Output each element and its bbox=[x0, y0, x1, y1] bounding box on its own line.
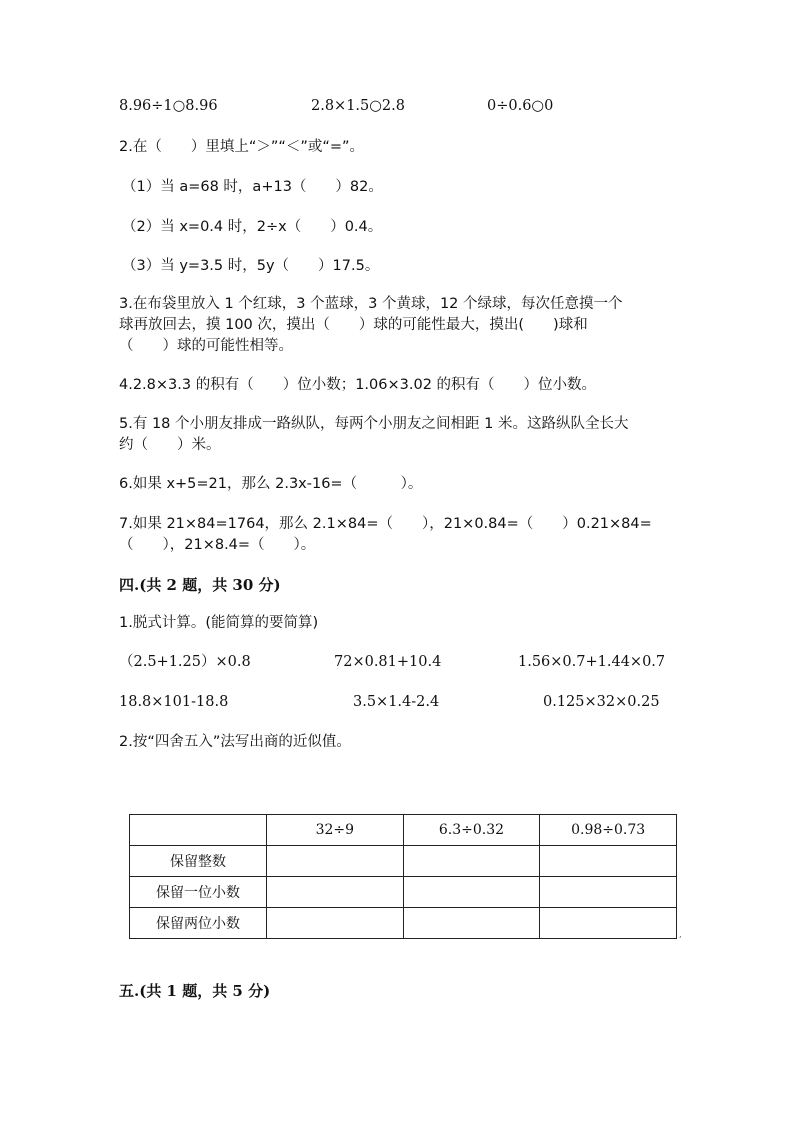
q3-line-1: 3.在布袋里放入 1 个红球，3 个蓝球，3 个黄球，12 个绿球，每次任意摸一个 bbox=[119, 296, 623, 312]
answer-cell[interactable] bbox=[540, 877, 677, 908]
table-row bbox=[130, 877, 677, 908]
table-header-cell: 0.98÷0.73 bbox=[540, 815, 677, 846]
q4-text: 4.2.8×3.3 的积有（ ）位小数；1.06×3.02 的积有（ ）位小数。 bbox=[119, 377, 597, 393]
q2-item-1: （1）当 a=68 时，a+13（ ）82。 bbox=[122, 179, 383, 195]
table-header-cell: 32÷9 bbox=[267, 815, 404, 846]
table-row-label: 保留整数 bbox=[130, 846, 267, 877]
answer-cell[interactable] bbox=[267, 846, 404, 877]
table-row bbox=[130, 908, 677, 939]
table-header-row bbox=[130, 815, 677, 846]
q5-line-1: 5.有 18 个小朋友排成一路纵队，每两个小朋友之间相距 1 米。这路纵队全长大 bbox=[119, 416, 629, 432]
q2-title: 2.在（ ）里填上“＞”“＜”或“=”。 bbox=[119, 139, 365, 155]
section-4-heading: 四.(共 2 题，共 30 分) bbox=[119, 576, 281, 594]
table-header-corner bbox=[130, 815, 267, 846]
answer-cell[interactable] bbox=[540, 846, 677, 877]
compare-expr-2: 2.8×1.5○2.8 bbox=[311, 98, 405, 114]
section-5-heading: 五.(共 1 题，共 5 分) bbox=[119, 982, 271, 1000]
calc-expr-5: 3.5×1.4-2.4 bbox=[353, 694, 440, 710]
approximation-table bbox=[129, 814, 677, 939]
table-end-mark: , bbox=[679, 930, 682, 939]
q2-item-2: （2）当 x=0.4 时，2÷x（ ）0.4。 bbox=[122, 219, 383, 235]
calc-expr-4: 18.8×101-18.8 bbox=[119, 694, 229, 710]
q5-line-2: 约（ ）米。 bbox=[119, 437, 221, 453]
answer-cell[interactable] bbox=[540, 908, 677, 939]
q2-item-3: （3）当 y=3.5 时，5y（ ）17.5。 bbox=[122, 258, 380, 274]
answer-cell[interactable] bbox=[267, 908, 404, 939]
calc-expr-3: 1.56×0.7+1.44×0.7 bbox=[518, 654, 666, 670]
s4-q2-title: 2.按“四舍五入”法写出商的近似值。 bbox=[119, 734, 351, 750]
q7-line-1: 7.如果 21×84=1764，那么 2.1×84=（ ），21×0.84=（ ）0.21×84= bbox=[119, 516, 652, 532]
calc-expr-1: （2.5+1.25）×0.8 bbox=[119, 654, 251, 670]
table-header-cell: 6.3÷0.32 bbox=[403, 815, 540, 846]
calc-expr-2: 72×0.81+10.4 bbox=[334, 654, 442, 670]
table-row bbox=[130, 846, 677, 877]
q7-line-2: （ ），21×8.4=（ ）。 bbox=[119, 537, 316, 553]
calc-expr-6: 0.125×32×0.25 bbox=[543, 694, 660, 710]
answer-cell[interactable] bbox=[403, 908, 540, 939]
q3-line-3: （ ）球的可能性相等。 bbox=[119, 338, 293, 354]
compare-expr-1: 8.96÷1○8.96 bbox=[119, 98, 218, 114]
q3-line-2: 球再放回去，摸 100 次，摸出（ ）球的可能性最大，摸出( )球和 bbox=[119, 317, 588, 333]
s4-q1-title: 1.脱式计算。(能简算的要简算) bbox=[119, 615, 319, 631]
answer-cell[interactable] bbox=[403, 877, 540, 908]
answer-cell[interactable] bbox=[403, 846, 540, 877]
answer-cell[interactable] bbox=[267, 877, 404, 908]
q6-text: 6.如果 x+5=21，那么 2.3x-16=（ ）。 bbox=[119, 476, 423, 492]
compare-expr-3: 0÷0.6○0 bbox=[487, 98, 554, 114]
table-row-label: 保留一位小数 bbox=[130, 877, 267, 908]
table-row-label: 保留两位小数 bbox=[130, 908, 267, 939]
